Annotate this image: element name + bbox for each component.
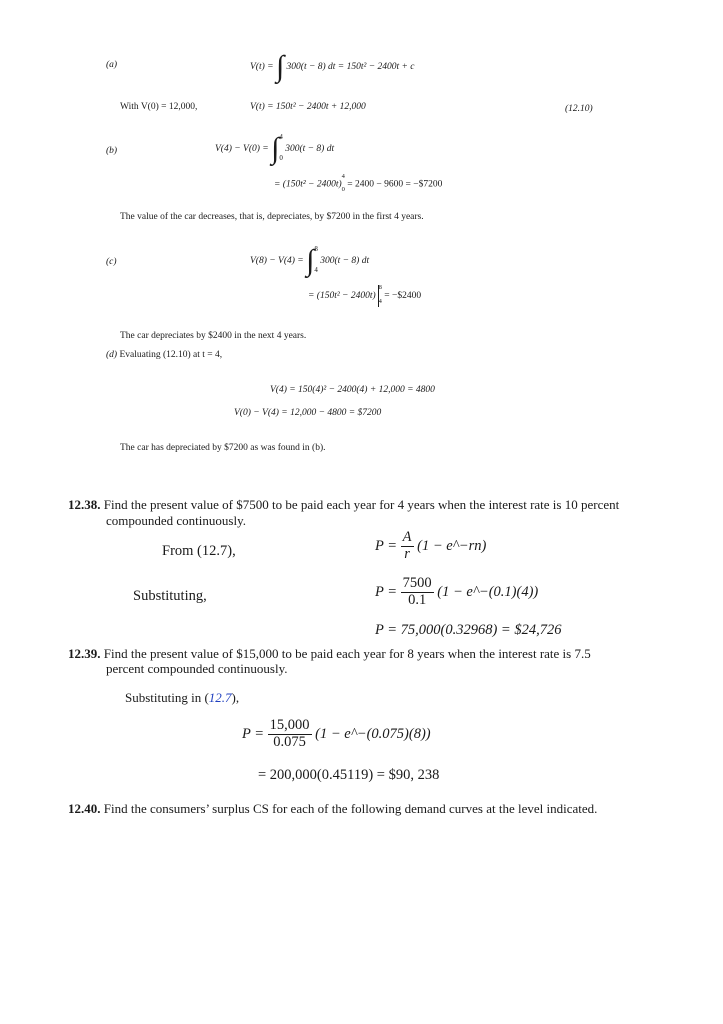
part-d-intro: Evaluating (12.10) at t = 4, bbox=[119, 350, 223, 360]
part-b-equation-2 bbox=[274, 175, 442, 194]
part-b-equation-1 bbox=[215, 134, 334, 164]
integral-sign-icon: ∫ bbox=[275, 50, 285, 83]
equation-reference-link[interactable]: 12.7 bbox=[208, 690, 232, 705]
upper-limit: 4 bbox=[341, 173, 345, 180]
part-a-label: (a) bbox=[106, 60, 118, 70]
numerator: 7500 bbox=[402, 575, 432, 591]
part-c-eq1-rhs: 300(t − 8) dt bbox=[320, 256, 370, 267]
from-label: From (12.7), bbox=[162, 543, 236, 559]
part-a-equation-2: V(t) = 150t² − 2400t + 12,000 bbox=[250, 102, 366, 112]
denominator: r bbox=[404, 545, 410, 562]
part-c-eq2-lead: = (150t² − 2400t) bbox=[308, 291, 376, 302]
part-b-note: The value of the car decreases, that is, depreciates, by $7200 in the first 4 years. bbox=[120, 212, 424, 222]
numerator: A bbox=[402, 529, 412, 545]
upper-limit: 4 bbox=[279, 133, 283, 141]
upper-limit: 8 bbox=[378, 283, 382, 291]
part-b-eq2-rest: = 2400 − 9600 = −$7200 bbox=[347, 179, 443, 190]
denominator: 0.075 bbox=[273, 733, 306, 750]
part-c-eq1-lhs: V(8) − V(4) = bbox=[250, 256, 304, 267]
part-c-label: (c) bbox=[106, 257, 117, 267]
problem-12-38-equation-2 bbox=[375, 576, 538, 609]
substituting-in-line bbox=[125, 690, 239, 706]
problem-12-40 bbox=[68, 801, 597, 817]
denominator: 0.1 bbox=[408, 591, 427, 608]
problem-text: Find the present value of $15,000 to be paid each year for 8 years when the interest rate is 7.5 bbox=[103, 646, 591, 661]
substituting-label: Substituting, bbox=[133, 588, 207, 604]
eq-rest: (1 − e^−rn) bbox=[417, 537, 487, 554]
eq-rest: (1 − e^−(0.075)(8)) bbox=[315, 725, 431, 742]
evaluation-limits bbox=[342, 174, 345, 193]
part-d-note: The car has depreciated by $7200 as was found in (b). bbox=[120, 443, 326, 453]
part-b-eq1-rhs: 300(t − 8) dt bbox=[285, 144, 335, 155]
lower-limit: 4 bbox=[378, 298, 382, 305]
numerator: 15,000 bbox=[269, 717, 310, 733]
part-c-equation-2 bbox=[308, 285, 421, 307]
problem-12-38-line-2: compounded continuously. bbox=[106, 513, 246, 528]
problem-12-39-equation-2: = 200,000(0.45119) = $90, 238 bbox=[258, 767, 440, 783]
part-a-eq1-lhs: V(t) = bbox=[250, 62, 274, 73]
part-b-label: (b) bbox=[106, 146, 118, 156]
sub-close: ), bbox=[231, 690, 240, 705]
eq-rest: (1 − e^−(0.1)(4)) bbox=[437, 583, 539, 600]
part-d-equation-1: V(4) = 150(4)² − 2400(4) + 12,000 = 4800 bbox=[270, 385, 435, 395]
integral-sign-icon: ∫ bbox=[271, 132, 280, 165]
sub-label: Substituting in ( bbox=[125, 690, 209, 705]
integral-limits bbox=[279, 134, 283, 162]
part-c-equation-1 bbox=[250, 246, 369, 276]
integral-limits bbox=[314, 246, 318, 274]
fraction bbox=[401, 530, 414, 563]
fraction bbox=[268, 718, 312, 751]
part-b-eq2-lead: = (150t² − 2400t) bbox=[274, 179, 342, 190]
part-a-with-text: With V(0) = 12,000, bbox=[120, 102, 198, 112]
problem-number: 12.39. bbox=[68, 646, 101, 661]
integral-sign-icon: ∫ bbox=[306, 244, 315, 277]
part-b-eq1-lhs: V(4) − V(0) = bbox=[215, 144, 269, 155]
problem-number: 12.40. bbox=[68, 801, 101, 816]
problem-text: Find the present value of $7500 to be paid each year for 4 years when the interest rate is 10 percent bbox=[103, 497, 620, 512]
part-c-eq2-rest: = −$2400 bbox=[384, 291, 422, 302]
fraction bbox=[401, 576, 434, 609]
equation-reference: (12.10) bbox=[565, 104, 593, 114]
problem-12-39-line-1 bbox=[68, 646, 591, 662]
part-a-eq1-rhs: 300(t − 8) dt = 150t² − 2400t + c bbox=[286, 62, 415, 73]
part-d-equation-2: V(0) − V(4) = 12,000 − 4800 = $7200 bbox=[234, 408, 382, 418]
part-d-label: (d) bbox=[106, 350, 118, 360]
eq-lhs: P = bbox=[375, 537, 398, 554]
eq-lhs: P = bbox=[242, 725, 265, 742]
problem-number: 12.38. bbox=[68, 497, 101, 512]
upper-limit: 8 bbox=[314, 245, 318, 253]
part-d-line bbox=[106, 350, 222, 360]
problem-12-39-line-2: percent compounded continuously. bbox=[106, 661, 288, 676]
part-a-equation-1 bbox=[250, 52, 415, 82]
evaluation-limits bbox=[379, 285, 382, 306]
lower-limit: 4 bbox=[314, 266, 318, 274]
problem-12-38-equation-3: P = 75,000(0.32968) = $24,726 bbox=[375, 622, 562, 638]
part-c-note: The car depreciates by $2400 in the next 4 years. bbox=[120, 331, 307, 341]
problem-12-38-equation-1 bbox=[375, 530, 486, 563]
lower-limit: 0 bbox=[279, 154, 283, 162]
problem-12-39-equation-1 bbox=[242, 718, 431, 751]
lower-limit: 0 bbox=[341, 185, 345, 193]
problem-text: Find the consumers’ surplus CS for each of the following demand curves at the level indicated. bbox=[103, 801, 598, 816]
problem-12-38-line-1 bbox=[68, 497, 619, 513]
eq-lhs: P = bbox=[375, 583, 398, 600]
